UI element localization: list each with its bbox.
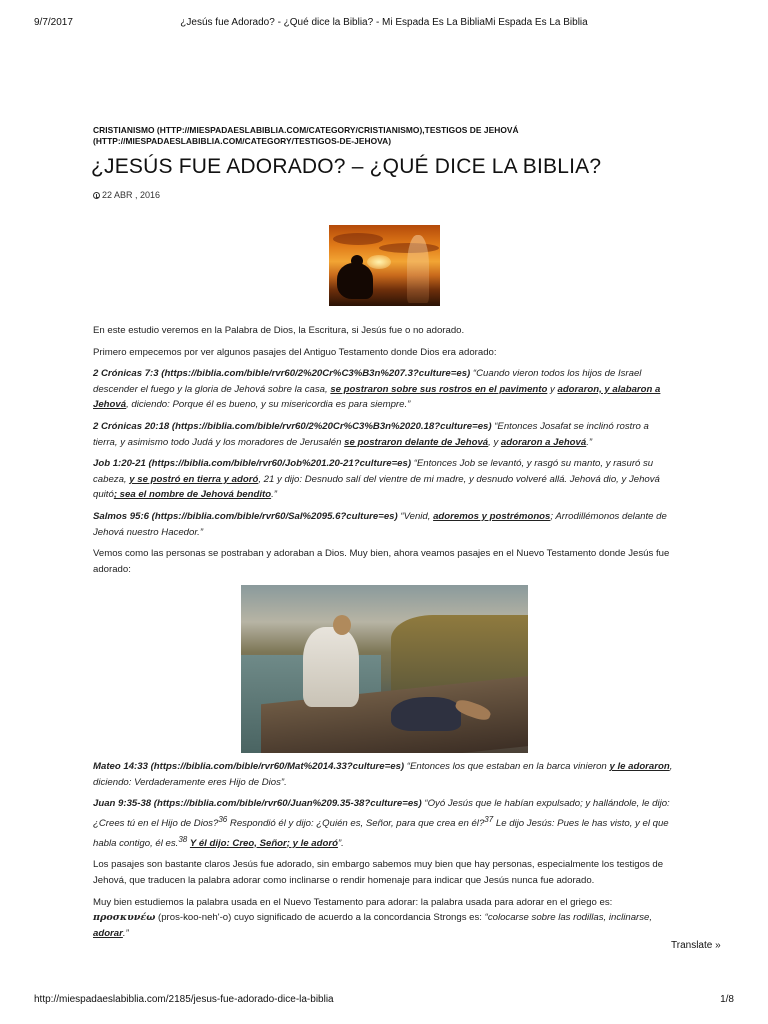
verse-job-1-20: Job 1:20-21 (https://biblia.com/bible/rvr60/Job%201.20-21?culture=es) “Entonces Job se levantó, y rasgó su manto, y rasuró su cabeza, y se postró en tierra y adoró, 21 y dijo: Desnudo salí del vientre de mi madre, y desnudo volveré allá. Jehová dio, y Jehová quitó; sea el nombre de Jehová bendito.” <box>93 458 660 501</box>
praying-man-sunset-image <box>329 225 440 306</box>
verse-2-cronicas-20-18: 2 Crónicas 20:18 (https://biblia.com/bible/rvr60/2%20Cr%C3%B3n%2020.18?culture=es) “Entonces Josafat se inclinó rostro a tierra, y asimismo todo Judá y los moradores de Jerusalén se postraron delante de Jehová, y adoraron a Jehová.” <box>93 420 649 448</box>
print-date: 9/7/2017 <box>34 17 73 28</box>
nt-intro-paragraph: Vemos como las personas se postraban y adoraban a Dios. Muy bien, ahora veamos pasajes en el Nuevo Testamento donde Jesús fue adorado: <box>93 548 670 575</box>
category-links <box>93 125 673 147</box>
jesus-boat-painting-image <box>241 585 528 753</box>
clock-icon <box>93 192 100 199</box>
verse-link[interactable]: 2 Crónicas 7:3 (https://biblia.com/bible/rvr60/2%20Cr%C3%B3n%207.3?culture=es) <box>93 368 471 380</box>
jw-translation-paragraph: Los pasajes son bastante claros Jesús fue adorado, sin embargo sabemos muy bien que hay personas, especialmente los testigos de Jehová, que traducen la palabra adorar como inclinarse o rendir homenaje para indicar que Jesús nunca fue adorado. <box>93 859 664 886</box>
post-date <box>93 190 673 200</box>
greek-word-paragraph: Muy bien estudiemos la palabra usada en el Nuevo Testamento para adorar: la palabra usada para adorar en el griego es: προσκυνέω (pros-koo-neh'-o) cuyo significado de acuerdo a la concordancia Strongs es: “colocarse sobre las rodillas, inclinarse, adorar.” <box>93 896 653 939</box>
ot-intro-paragraph: Primero empecemos por ver algunos pasajes del Antiguo Testamento donde Dios era adorado: <box>93 346 497 358</box>
article-header <box>93 125 673 200</box>
verse-link[interactable]: 2 Crónicas 20:18 (https://biblia.com/bible/rvr60/2%20Cr%C3%B3n%2020.18?culture=es) <box>93 420 492 432</box>
verse-link[interactable]: Job 1:20-21 (https://biblia.com/bible/rvr60/Job%201.20-21?culture=es) <box>93 458 412 470</box>
page-title: ¿JESÚS FUE ADORADO? – ¿QUÉ DICE LA BIBLIA? <box>91 155 602 178</box>
article-body-continued <box>93 759 673 941</box>
verse-2-cronicas-7-3: 2 Crónicas 7:3 (https://biblia.com/bible/rvr60/2%20Cr%C3%B3n%207.3?culture=es) “Cuando vieron todos los hijos de Israel descender el fuego y la gloria de Jehová sobre la casa, se postraron sobre sus rostros en el pavimento y adoraron, y alabaron a Jehová, diciendo: Porque él es bueno, y su misericordia es para siempre.” <box>93 368 661 411</box>
verse-mateo-14-33: Mateo 14:33 (https://biblia.com/bible/rvr60/Mat%2014.33?culture=es) “Entonces los que estaban en la barca vinieron y le adoraron, diciendo: Verdaderamente eres Hijo de Dios”. <box>93 761 673 788</box>
print-title: ¿Jesús fue Adorado? - ¿Qué dice la Biblia? - Mi Espada Es La BibliaMi Espada Es La Biblia <box>180 17 588 28</box>
verse-link[interactable]: Juan 9:35-38 (https://biblia.com/bible/rvr60/Juan%209.35-38?culture=es) <box>93 798 422 810</box>
verse-link[interactable]: Mateo 14:33 (https://biblia.com/bible/rvr60/Mat%2014.33?culture=es) <box>93 761 405 772</box>
category-link-line2[interactable]: (HTTP://MIESPADAESLABIBLIA.COM/CATEGORY/TESTIGOS-DE-JEHOVA) <box>93 136 392 146</box>
page-number: 1/8 <box>720 994 734 1005</box>
verse-salmos-95-6: Salmos 95:6 (https://biblia.com/bible/rvr60/Sal%2095.6?culture=es) “Venid, adoremos y postrémonos; Arrodillémonos delante de Jehová nuestro Hacedor.” <box>93 510 667 538</box>
translate-button[interactable]: Translate » <box>671 940 721 951</box>
category-link-line1[interactable]: CRISTIANISMO (HTTP://MIESPADAESLABIBLIA.COM/CATEGORY/CRISTIANISMO),TESTIGOS DE JEHOVÁ <box>93 125 519 135</box>
print-url: http://miespadaeslabiblia.com/2185/jesus-fue-adorado-dice-la-biblia <box>34 994 334 1005</box>
intro-paragraph: En este estudio veremos en la Palabra de Dios, la Escritura, si Jesús fue o no adorado. <box>93 325 465 336</box>
post-date-text: 22 ABR , 2016 <box>102 190 161 200</box>
verse-link[interactable]: Salmos 95:6 (https://biblia.com/bible/rvr60/Sal%2095.6?culture=es) <box>93 510 398 522</box>
verse-juan-9-35: Juan 9:35-38 (https://biblia.com/bible/rvr60/Juan%209.35-38?culture=es) “Oyó Jesús que le habían expulsado; y hallándole, le dijo: ¿Crees tú en el Hijo de Dios?$^{36}$ Respondió él y dijo: ¿Quién es, Señor, para que crea en él?$^{37}$ Le dijo Jesús: Pues le has visto, y el que habla contigo, él es.$^{38}$ Y él dijo: Creo, Señor; y le adoró”. <box>93 798 670 849</box>
article-body <box>93 323 673 577</box>
